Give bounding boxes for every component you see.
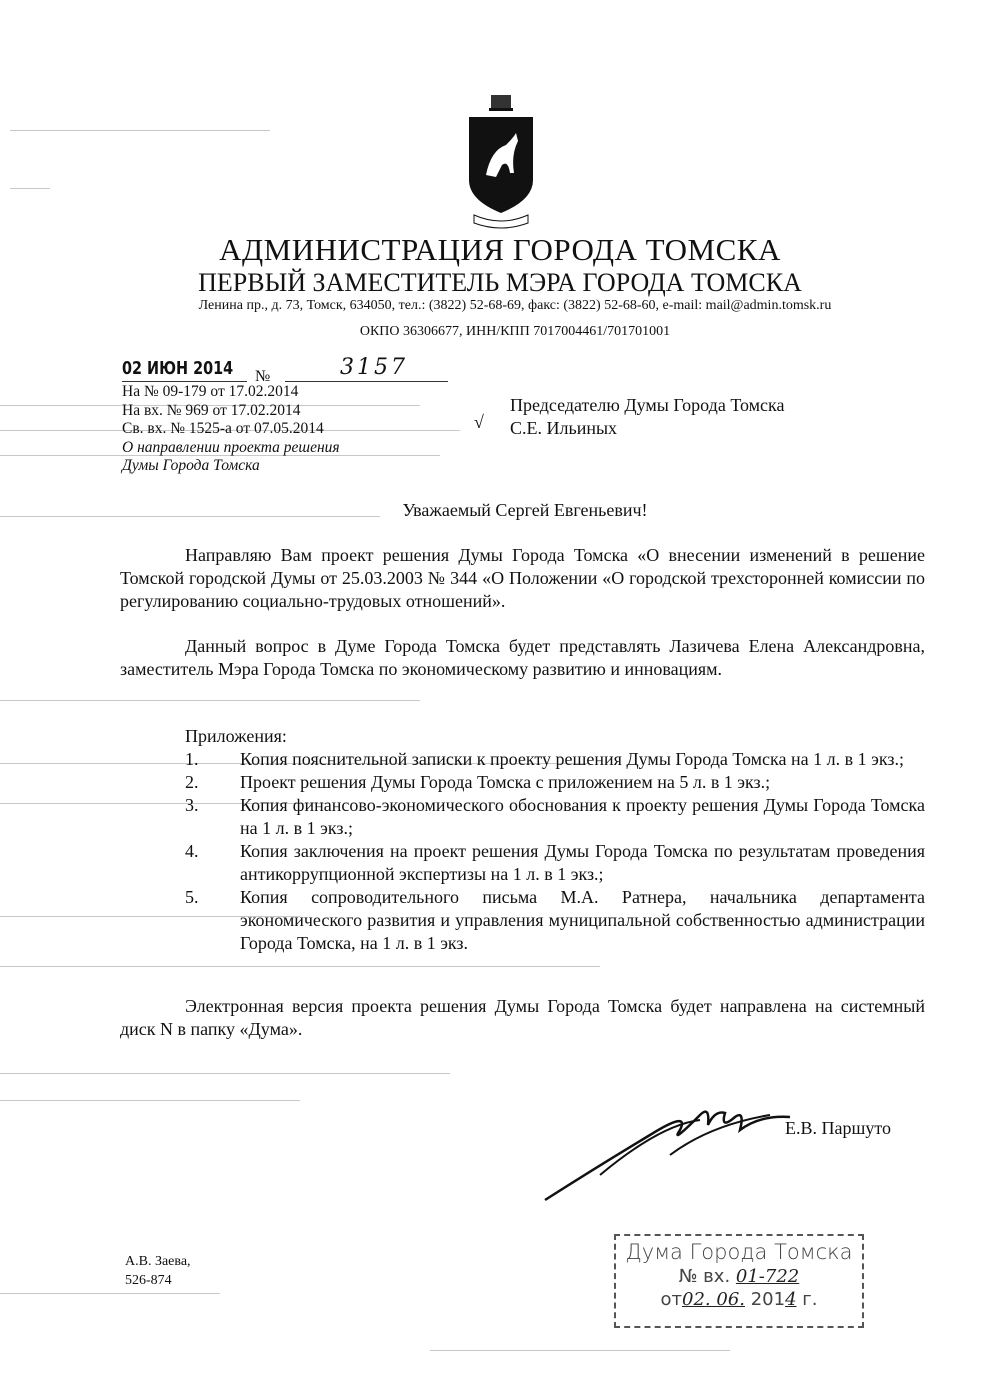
attachment-item [185,840,925,886]
item-number: 4. [185,841,199,861]
outgoing-number: 3157 [340,355,408,380]
ref-line: На № 09-179 от 17.02.2014 [122,383,299,400]
closing-paragraph: Электронная версия проекта решения Думы Города Томска будет направлена на системный диск N в папку «Дума». [120,996,925,1039]
executor-info [125,1252,191,1290]
executor-phone: 526-874 [125,1273,172,1288]
reference-block [122,383,340,476]
body-paragraph: Данный вопрос в Думе Города Томска будет представлять Лазичева Елена Александровна, заместитель Мэра Города Томска по экономическому развитию и инновациям. [120,636,925,679]
item-text: Копия пояснительной записки к проекту решения Думы Города Томска на 1 л. в 1 экз.; [240,749,904,769]
position-title: ПЕРВЫЙ ЗАМЕСТИТЕЛЬ МЭРА ГОРОДА ТОМСКА [198,268,802,297]
addressee-title: Председателю Думы Города Томска [510,395,785,415]
subject-line: О направлении проекта решения [122,438,340,456]
check-mark: √ [474,412,484,432]
stamp-number-label: № вх. [678,1266,731,1287]
item-text: Проект решения Думы Города Томска с приложением на 5 л. в 1 экз.; [240,772,771,792]
addressee [510,394,784,440]
item-number: 3. [185,795,199,815]
org-address: Ленина пр., д. 73, Томск, 634050, тел.: (3822) 52-68-69, факс: (3822) 52-68-60, e-mail: mail@admin.tomsk.ru [198,298,832,313]
item-number: 2. [185,772,199,792]
item-text: Копия сопроводительного письма М.А. Ратнера, начальника департамента экономического развития и управления муниципальной собственностью администрации Города Томска, на 1 л. в 1 экз. [240,887,925,953]
incoming-registration-stamp [614,1234,864,1328]
item-number: 5. [185,887,199,907]
stamp-year-unit: г. [802,1289,818,1310]
outgoing-date-stamp: 02 ИЮН 2014 [122,358,234,379]
greeting: Уважаемый Сергей Евгеньевич! [402,500,648,520]
org-name: АДМИНИСТРАЦИЯ ГОРОДА ТОМСКА [219,232,781,267]
attachments-title: Приложения: [185,726,287,746]
body-paragraph: Направляю Вам проект решения Думы Города Томска «О внесении изменений в решение Томской городской Думы от 25.03.2003 № 344 «О Положении «О городской трехсторонней комиссии по регулированию социально-трудовых отношений». [120,545,925,611]
attachment-item [185,886,925,955]
org-codes: ОКПО 36306677, ИНН/КПП 7017004461/701701001 [359,324,671,339]
stamp-date-row [616,1289,862,1310]
attachment-item [185,794,925,840]
stamp-date: 02. 06. [682,1289,745,1310]
item-number: 1. [185,749,199,769]
item-text: Копия финансово-экономического обоснования к проекту решения Думы Города Томска на 1 л. в 1 экз.; [240,795,925,838]
attachment-item [185,748,925,771]
subject-line: Думы Города Томска [122,457,260,474]
attachments-list [185,725,925,955]
signatory-name: Е.В. Паршуто [785,1118,891,1138]
stamp-year-prefix: 201 [750,1289,786,1310]
city-emblem [466,95,536,230]
attachment-item [185,771,925,794]
stamp-title: Дума Города Томска [625,1240,853,1264]
handwritten-signature [540,1085,800,1210]
number-label: № [255,368,271,385]
stamp-year-suffix: 4 [785,1289,797,1310]
stamp-number-row [616,1266,862,1287]
ref-line: На вх. № 969 от 17.02.2014 [122,401,301,419]
ref-line: Св. вх. № 1525-а от 07.05.2014 [122,420,324,437]
stamp-number: 01-722 [735,1266,800,1287]
executor-name: А.В. Заева, [125,1254,191,1269]
item-text: Копия заключения на проект решения Думы Города Томска по результатам проведения антикоррупционной экспертизы на 1 л. в 1 экз.; [240,841,925,884]
addressee-name: С.Е. Ильиных [510,418,618,438]
stamp-date-label: от [660,1289,683,1310]
